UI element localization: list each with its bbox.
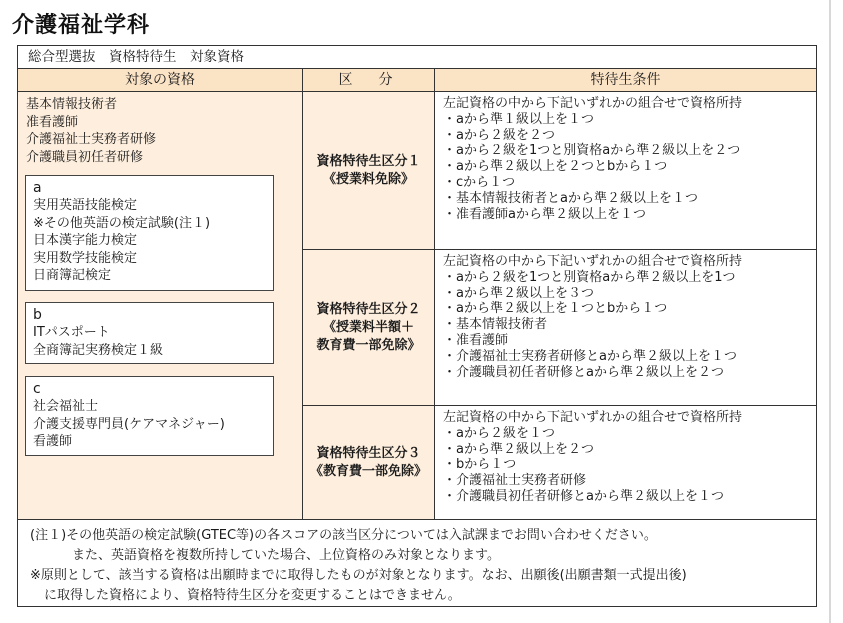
list-item: 准看護師 (26, 114, 79, 130)
group-a-box (25, 175, 274, 291)
note-line: また、英語資格を複数所持していた場合、上位資格のみ対象となります。 (72, 548, 500, 563)
condition-line: ・aから準２級以上を２つ (443, 441, 594, 457)
condition-line: ・bから１つ (443, 457, 517, 473)
page-title: 介護福祉学科 (12, 13, 151, 38)
header-conditions: 特待生条件 (435, 69, 816, 92)
category-name: 資格特待生区分１ (316, 153, 421, 169)
condition-line: ・aから準２級以上を２つとbから１つ (443, 159, 668, 175)
list-item: 看護師 (33, 434, 73, 449)
list-item: 日商簿記検定 (33, 268, 112, 283)
condition-line: ・aから２級を２つ (443, 127, 555, 143)
group-label: b (33, 307, 42, 323)
category-name: 資格特待生区分２ (316, 301, 421, 317)
list-item: 基本情報技術者 (26, 97, 118, 112)
group-b-box (25, 302, 274, 364)
condition-line: 左記資格の中から下記いずれかの組合せで資格所持 (443, 254, 743, 269)
header-qualifications: 対象の資格 (18, 69, 303, 92)
list-item: 介護職員初任者研修 (26, 149, 144, 165)
list-item: 介護支援専門員(ケアマネジャー) (33, 416, 225, 432)
category-2-conditions (435, 250, 816, 406)
category-benefit: 《授業料半額＋ (322, 319, 414, 335)
category-benefit: 《授業料免除》 (322, 171, 414, 187)
list-item: 実用数学技能検定 (33, 250, 138, 266)
note-line: に取得した資格により、資格特待生区分を変更することはできません。 (44, 588, 461, 603)
group-c-box (25, 376, 274, 456)
list-item: 介護福祉士実務者研修 (26, 132, 157, 147)
condition-line: ・介護職員初任者研修とaから準２級以上を２つ (443, 364, 724, 380)
list-item: ITパスポート (33, 325, 110, 340)
condition-line: ・aから準２級以上を３つ (443, 285, 594, 301)
condition-line: ・cから１つ (443, 174, 516, 190)
condition-line: ・aから準１級以上を１つ (443, 111, 594, 127)
category-3-cell (303, 406, 435, 519)
list-item: 実用英語技能検定 (33, 198, 138, 213)
condition-line: 左記資格の中から下記いずれかの組合せで資格所持 (443, 410, 743, 425)
list-item: ※その他英語の検定試験(注１) (33, 215, 211, 231)
category-name: 資格特待生区分３ (316, 445, 421, 461)
list-item: 社会福祉士 (33, 399, 99, 414)
group-label: a (33, 180, 42, 196)
condition-line: ・基本情報技術者とaから準２級以上を１つ (443, 190, 698, 206)
category-1-conditions (435, 92, 816, 250)
page-edge-divider (829, 0, 831, 623)
group-label: c (33, 381, 41, 397)
qualification-table (17, 45, 817, 607)
category-1-cell (303, 92, 435, 250)
qualifications-cell (18, 92, 303, 519)
condition-line: ・准看護師 (443, 332, 509, 348)
condition-line: ・基本情報技術者 (443, 317, 548, 333)
condition-line: 左記資格の中から下記いずれかの組合せで資格所持 (443, 96, 743, 111)
header-category: 区 分 (303, 69, 435, 92)
list-item: 全商簿記実務検定１級 (33, 342, 164, 358)
note-line: ※原則として、該当する資格は出願時までに取得したものが対象となります。なお、出願後(出願書類一式提出後) (30, 568, 687, 583)
condition-line: ・介護職員初任者研修とaから準２級以上を１つ (443, 488, 724, 504)
notes-section (18, 519, 816, 606)
condition-line: ・aから準２級以上を１つとbから１つ (443, 301, 668, 317)
category-2-cell (303, 250, 435, 406)
category-benefit: 《教育費一部免除》 (309, 463, 427, 479)
condition-line: ・aから２級を１つ (443, 425, 555, 441)
category-3-conditions (435, 406, 816, 519)
condition-line: ・准看護師aから準２級以上を１つ (443, 206, 646, 222)
list-item: 日本漢字能力検定 (33, 233, 138, 248)
note-line: (注１)その他英語の検定試験(GTEC等)の各スコアの該当区分については入試課までお問い合わせください。 (30, 528, 657, 543)
condition-line: ・aから２級を1つと別資格aから準２級以上を２つ (443, 143, 741, 159)
condition-line: ・介護福祉士実務者研修とaから準２級以上を１つ (443, 348, 737, 364)
category-benefit: 教育費一部免除》 (316, 337, 421, 353)
table-caption: 総合型選抜 資格特待生 対象資格 (18, 46, 816, 69)
condition-line: ・介護福祉士実務者研修 (443, 473, 587, 489)
basic-qualifications-list (26, 96, 156, 166)
condition-line: ・aから２級を1つと別資格aから準２級以上を1つ (443, 269, 736, 285)
